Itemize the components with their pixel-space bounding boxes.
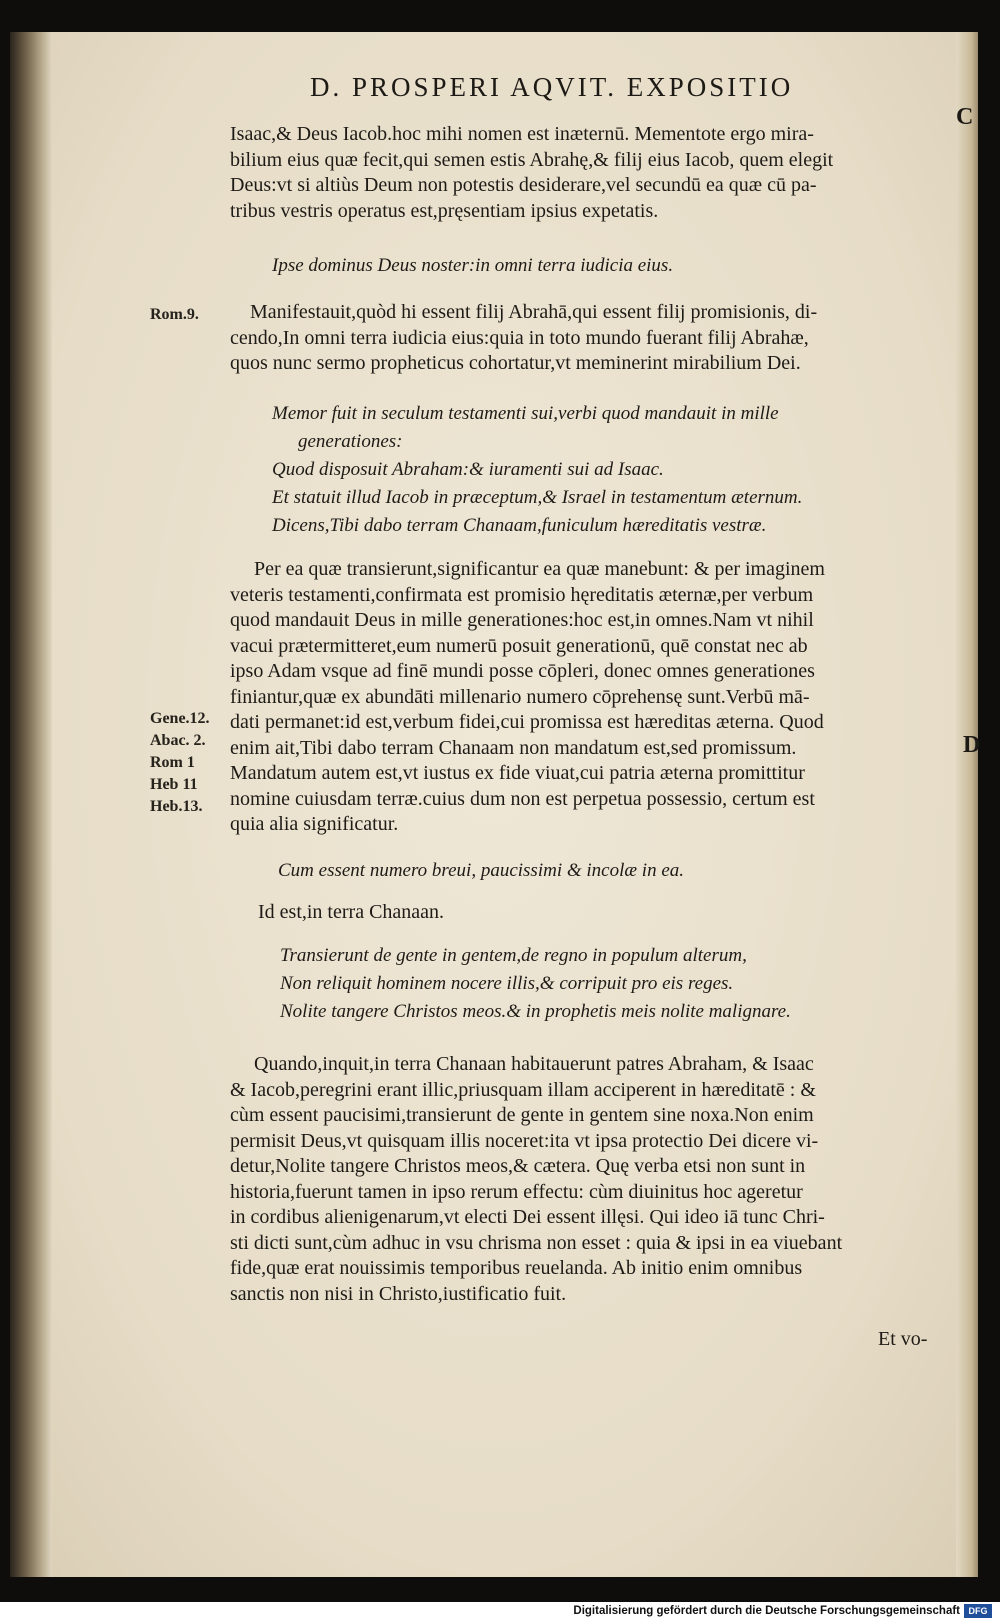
margin-ref: Gene.12. [150, 710, 210, 727]
text-line: quod mandauit Deus in mille generationes:hoc est,in omnes.Nam vt nihil [230, 609, 814, 631]
verse-2 [272, 400, 972, 540]
verse-line: Memor fuit in seculum testamenti sui,verbi quod mandauit in mille [272, 403, 779, 424]
catchword: Et vo- [878, 1328, 928, 1350]
text-line: detur,Nolite tangere Christos meos,& cætera. Quę verba etsi non sunt in [230, 1155, 806, 1177]
verse-line: Dicens,Tibi dabo terram Chanaam,funiculum hæreditatis vestræ. [272, 515, 767, 536]
margin-note-rom9: Rom.9. [150, 306, 199, 323]
book-page [10, 32, 981, 1577]
book-binding-shadow [10, 32, 52, 1577]
margin-ref: Heb.13. [150, 798, 203, 815]
text-line: Manifestauit,quòd hi essent filij Abrahā,qui essent filij promisionis, di- [250, 301, 818, 323]
paragraph-2 [230, 300, 950, 377]
text-line: nomine cuiusdam terræ.cuius dum non est perpetua possessio, certum est [230, 787, 815, 810]
text-line: Deus:vt si altiùs Deum non potestis desiderare,vel secundū ea quæ cū pa- [230, 174, 817, 196]
text-line: Per ea quæ transierunt,significantur ea quæ manebunt: & per imaginem [254, 558, 825, 580]
text-line: permisit Deus,vt quisquam illis noceret:ita vt ipsa protectio Dei dicere vi- [230, 1129, 819, 1152]
text-line: bilium eius quæ fecit,qui semen estis Abrahę,& filij eius Iacob, quem elegit [230, 148, 834, 171]
text-line: sanctis non nisi in Christo,iustificatio fuit. [230, 1282, 567, 1305]
text-line: Isaac,& Deus Iacob.hoc mihi nomen est inæternū. Mementote ergo mira- [230, 123, 814, 145]
text-line: quia alia significatur. [230, 813, 399, 835]
verse-line: Quod disposuit Abraham:& iuramenti sui ad Isaac. [272, 459, 664, 480]
running-header: D. PROSPERI AQVIT. EXPOSITIO [310, 72, 794, 102]
text-line: veteris testamenti,confirmata est promisio hęreditatis æternæ,per verbum [230, 583, 814, 606]
text-line: cùm essent paucisimi,transierunt de gente in gentem sine noxa.Non enim [230, 1104, 814, 1126]
text-line: in cordibus alienigenarum,vt electi Dei essent illęsi. Qui ideo iā tunc Chri- [230, 1206, 825, 1228]
verse-line: Transierunt de gente in gentem,de regno in populum alterum, [280, 945, 747, 966]
paragraph-3 [230, 557, 950, 838]
text-line: Quando,inquit,in terra Chanaan habitauerunt patres Abraham, & Isaac [254, 1053, 814, 1075]
text-line: ipso Adam vsque ad finē mundi posse cōpleri, donec omnes generationes [230, 660, 815, 682]
text-line: Mandatum autem est,vt iustus ex fide viuat,cui patria æterna promittitur [230, 762, 805, 784]
funding-notice: Digitalisierung gefördert durch die Deutsche Forschungsgemeinschaft [573, 1605, 960, 1617]
paragraph-5 [230, 1052, 950, 1307]
text-line: quos nunc sermo propheticus cohortatur,vt meminerint mirabilium Dei. [230, 352, 801, 374]
text-line: finiantur,quæ ex abundāti millenario numero cōprehensę sunt.Verbū mā- [230, 685, 810, 708]
text-line: cendo,In omni terra iudicia eius:quia in toto mundo fuerant filij Abrahæ, [230, 326, 809, 349]
margin-references [150, 708, 210, 818]
verse-line: Non reliquit hominem nocere illis,& corripuit pro eis reges. [280, 973, 734, 994]
text-line: & Iacob,peregrini erant illic,priusquam illam acciperent in hæreditatē : & [230, 1078, 816, 1101]
verse-1: Ipse dominus Deus noster:in omni terra iudicia eius. [272, 255, 674, 276]
text-line: vacui prætermitteret,eum numerū posuit generationū, quē constat nec ab [230, 634, 808, 657]
margin-ref: Rom 1 [150, 754, 195, 771]
text-line: historia,fuerunt tamen in ipso rerum effectu: cùm diuinitus hoc ageretur [230, 1180, 803, 1203]
margin-ref: Heb 11 [150, 776, 198, 793]
verse-line: generationes: [298, 431, 403, 452]
section-letter-c: C [956, 104, 974, 130]
paragraph-4: Id est,in terra Chanaan. [258, 901, 445, 923]
text-line: dati permanet:id est,verbum fidei,cui promissa est hæreditas æterna. Quod [230, 711, 824, 733]
text-line: enim ait,Tibi dabo terram Chanaam non mandatum est,sed promissum. [230, 736, 797, 759]
paragraph-1 [230, 122, 950, 224]
verse-line: Nolite tangere Christos meos.& in prophetis meis nolite malignare. [280, 1001, 791, 1022]
text-line: sti dicti sunt,cùm adhuc in vsu chrisma non esset : quia & ipsi in ea viuebant [230, 1231, 843, 1254]
text-line: tribus vestris operatus est,pręsentiam ipsius expetatis. [230, 199, 659, 222]
dfg-logo: DFG [964, 1604, 992, 1618]
verse-4 [280, 942, 980, 1026]
margin-ref: Abac. 2. [150, 732, 206, 749]
verse-line: Et statuit illud Iacob in præceptum,& Israel in testamentum æternum. [272, 487, 803, 508]
text-line: fide,quæ erat nouissimis temporibus reuelanda. Ab initio enim omnibus [230, 1257, 803, 1279]
verse-3: Cum essent numero breui, paucissimi & incolæ in ea. [278, 860, 685, 881]
section-letter-d: D [963, 732, 981, 758]
